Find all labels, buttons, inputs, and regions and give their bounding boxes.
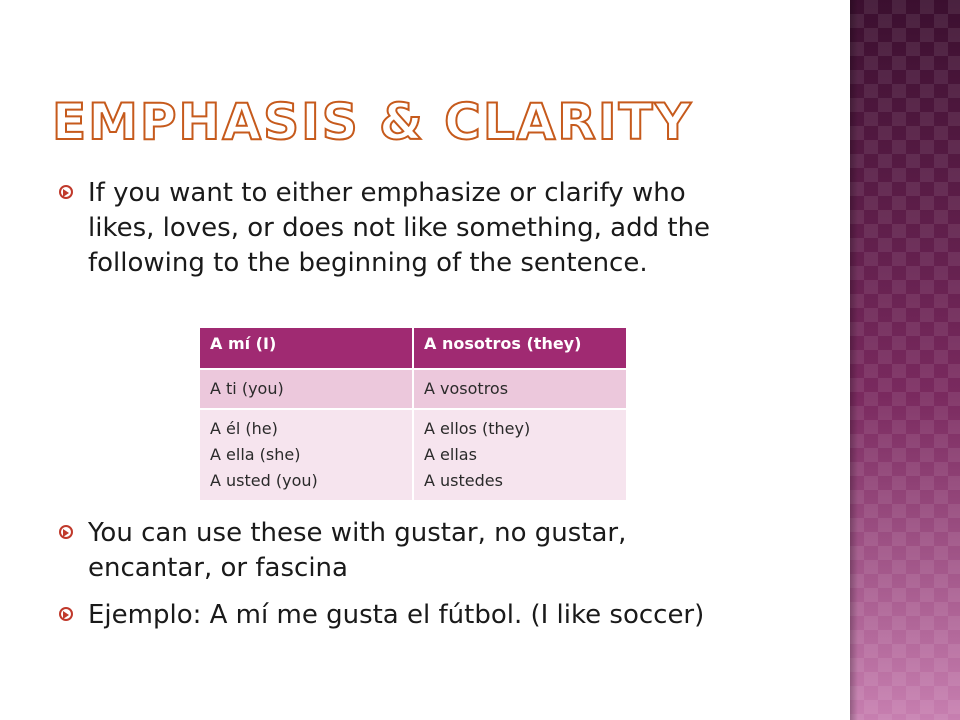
decorative-side-band: [850, 0, 960, 720]
bullet-text: Ejemplo: A mí me gusta el fútbol. (I like soccer): [88, 600, 705, 630]
table-cell: [200, 369, 413, 409]
table-cell: [413, 369, 626, 409]
table-header-cell: A mí (I): [200, 328, 413, 369]
table-header-row: [200, 328, 626, 369]
table-header-cell: A nosotros (they): [413, 328, 626, 369]
bullet-item: [58, 598, 748, 633]
table-cell: [200, 409, 413, 500]
side-band-shadow: [850, 0, 858, 720]
cell-line: A ustedes: [424, 471, 503, 490]
cell-line: A ti (you): [210, 379, 284, 398]
circled-arrow-bullet-icon: [58, 606, 76, 624]
cell-line: A ellas: [424, 445, 477, 464]
cell-line: A usted (you): [210, 471, 318, 490]
bullet-text: You can use these with gustar, no gustar, encantar, or fascina: [88, 518, 627, 583]
circled-arrow-bullet-icon: [58, 524, 76, 542]
table-row: [200, 409, 626, 500]
table-row: [200, 369, 626, 409]
bullet-text: If you want to either emphasize or clarify who likes, loves, or does not like something, add the following to the beginning of the sentence.: [88, 178, 711, 278]
cell-line: A él (he): [210, 419, 278, 438]
circled-arrow-bullet-icon: [58, 184, 76, 202]
cell-line: A ella (she): [210, 445, 301, 464]
bullet-item: [58, 176, 748, 281]
slide-title: EMPHASIS & CLARITY: [52, 93, 693, 151]
bullet-item: [58, 516, 748, 586]
pronoun-table: [200, 328, 626, 500]
cell-line: A vosotros: [424, 379, 509, 398]
table-cell: [413, 409, 626, 500]
cell-line: A ellos (they): [424, 419, 531, 438]
